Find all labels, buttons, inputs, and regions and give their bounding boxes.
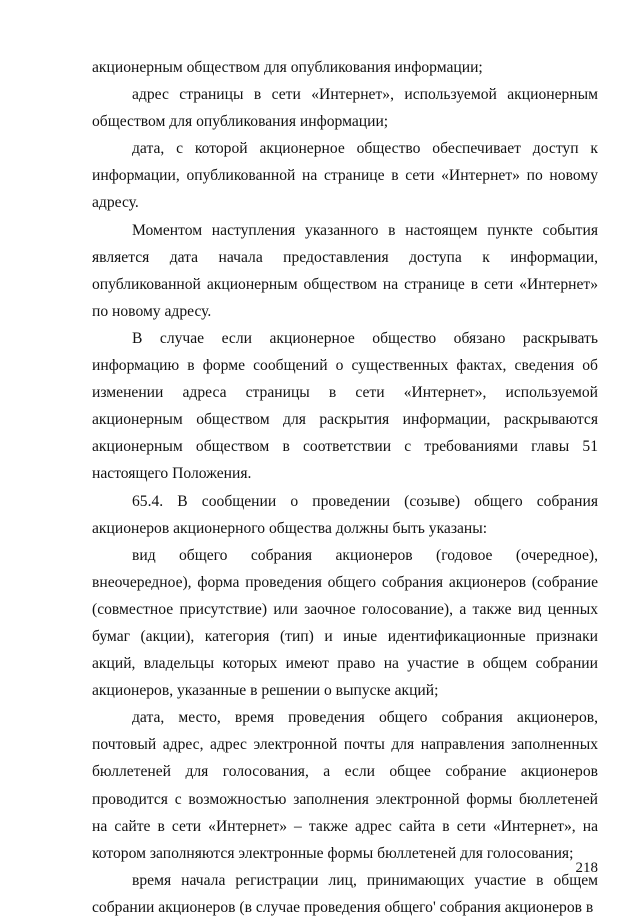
paragraph-1: акционерным обществом для опубликования информации; [92, 59, 483, 76]
paragraph-7: вид общего собрания акционеров (годовое (очередное), внеочередное), форма проведения общего собрания акционеров (собрание (совместное присутствие) или заочное голосование), а также вид ценных бумаг (акции), категория (тип) и иные идентификационные признаки акций, владельцы которых имеют право на участие в общем собрании акционеров, указанные в решении о выпуске акций; [92, 546, 598, 700]
paragraph-9: время начала регистрации лиц, принимающих участие в общем собрании акционеров (в случае проведения общего' собрания акционеров в [92, 871, 598, 916]
paragraph-4: Моментом наступления указанного в настоящем пункте события является дата начала предоставления доступа к информации, опубликованной акционерным обществом на странице в сети «Интернет» по новому адресу. [92, 221, 598, 320]
paragraph-8: дата, место, время проведения общего собрания акционеров, почтовый адрес, адрес электронной почты для направления заполненных бюллетеней для голосования, а если общее собрание акционеров проводится с возможностью заполнения электронной формы бюллетеней на сайте в сети «Интернет» – также адрес сайта в сети «Интернет», на котором заполняются электронные формы бюллетеней для голосования; [92, 709, 598, 862]
body-text [92, 54, 598, 921]
paragraph-5: В случае если акционерное общество обязано раскрывать информацию в форме сообщений о существенных фактах, сведения об изменении адреса страницы в сети «Интернет», используемой акционерным обществом для раскрытия информации, раскрываются акционерным обществом в соответствии с требованиями главы 51 настоящего Положения. [92, 329, 598, 483]
paragraph-2: адрес страницы в сети «Интернет», используемой акционерным обществом для опубликования информации; [92, 86, 598, 131]
paragraph-3: дата, с которой акционерное общество обеспечивает доступ к информации, опубликованной на странице в сети «Интернет» по новому адресу. [92, 140, 598, 212]
paragraph-6: 65.4. В сообщении о проведении (созыве) общего собрания акционеров акционерного общества должны быть указаны: [92, 492, 598, 537]
page-number: 218 [575, 860, 598, 876]
